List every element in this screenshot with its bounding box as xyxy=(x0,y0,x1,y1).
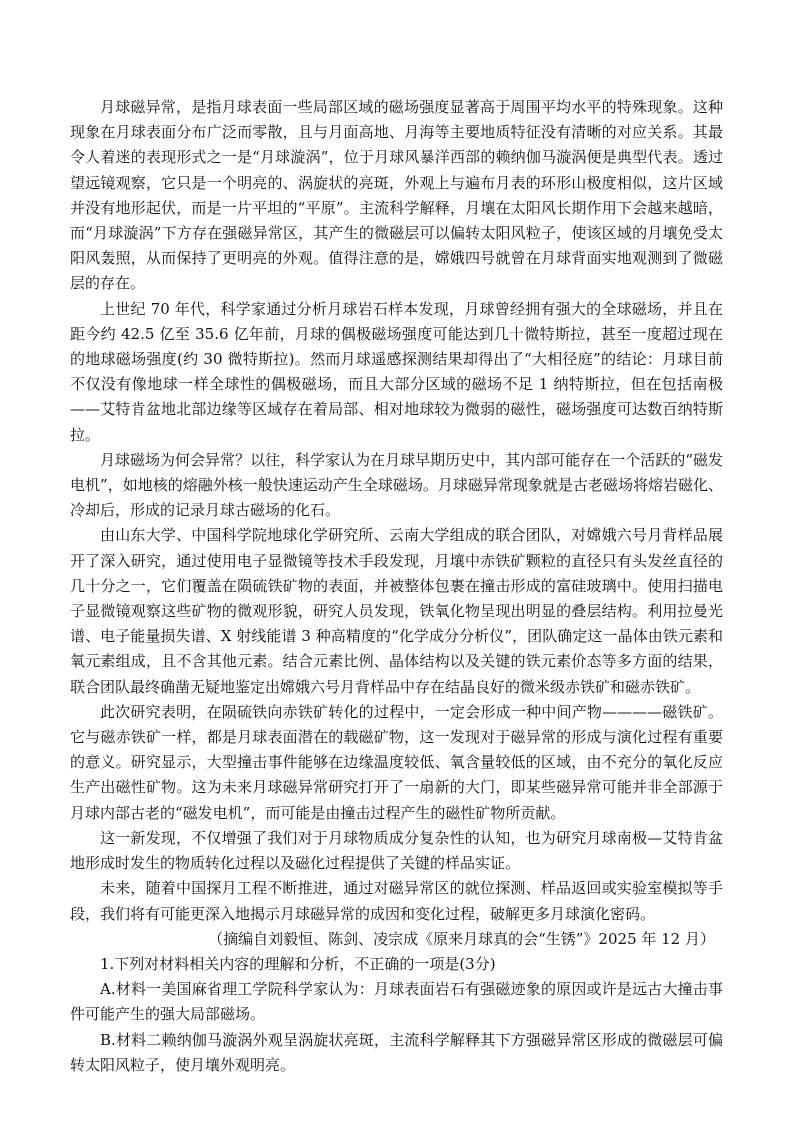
article-paragraph-3: 月球磁场为何会异常？以往，科学家认为在月球早期历史中，其内部可能存在一个活跃的“磁发电机”，如地核的熔融外核一般快速运动产生全球磁场。月球磁异常现象就是古老磁场将熔岩磁化、冷却后，形成的记录月球古磁场的化石。 xyxy=(70,450,723,520)
document-page xyxy=(70,95,723,1078)
article-paragraph-5: 此次研究表明，在陨硫铁向赤铁矿转化的过程中，一定会形成一种中间产物————磁铁矿。它与磁赤铁矿一样，都是月球表面潜在的载磁矿物，这一发现对于磁异常的形成与演化过程有重要的意义。研究显示，大型撞击事件能够在边缘温度较低、氧含量较低的区域，由不充分的氧化反应生产出磁性矿物。这为未来月球磁异常研究打开了一扇新的大门，即某些磁异常可能并非全部源于月球内部古老的“磁发电机”，而可能是由撞击过程产生的磁性矿物所贡献。 xyxy=(70,702,723,822)
article-paragraph-4: 由山东大学、中国科学院地球化学研究所、云南大学组成的联合团队，对嫦娥六号月背样品展开了深入研究，通过使用电子显微镜等技术手段发现，月壤中赤铁矿颗粒的直径只有头发丝直径的几十分之一，它们覆盖在陨硫铁矿物的表面，并被整体包裹在撞击形成的富硅玻璃中。使用扫描电子显微镜观察这些矿物的微观形貌，研究人员发现，铁氧化物呈现出明显的叠层结构。利用拉曼光谱、电子能量损失谱、X 射线能谱 3 种高精度的“化学成分分析仪”，团队确定这一晶体由铁元素和氧元素组成，且不含其他元素。结合元素比例、晶体结构以及关键的铁元素价态等多方面的结果，联合团队最终确凿无疑地鉴定出嫦娥六号月背样品中存在结晶良好的微米级赤铁矿和磁赤铁矿。 xyxy=(70,526,723,696)
question-option-a: A.材料一美国麻省理工学院科学家认为：月球表面岩石有强磁迹象的原因或许是远古大撞击事件可能产生的强大局部磁场。 xyxy=(70,980,723,1024)
article-paragraph-1: 月球磁异常，是指月球表面一些局部区域的磁场强度显著高于周围平均水平的特殊现象。这种现象在月球表面分布广泛而零散，且与月面高地、月海等主要地质特征没有清晰的对应关系。其最令人着迷的表现形式之一是“月球漩涡”，位于月球风暴洋西部的赖纳伽马漩涡便是典型代表。透过望远镜观察，它只是一个明亮的、涡旋状的亮斑，外观上与遍布月表的环形山极度相似，这片区域并没有地形起伏，而是一片平坦的“平原”。主流科学解释，月壤在太阳风长期作用下会越来越暗，而“月球漩涡”下方存在强磁异常区，其产生的微磁层可以偏转太阳风粒子，使该区域的月壤免受太阳风轰照，从而保持了更明亮的外观。值得注意的是，嫦娥四号就曾在月球背面实地观测到了微磁层的存在。 xyxy=(70,98,723,293)
question-stem: 1.下列对材料相关内容的理解和分析，不正确的一项是(3分) xyxy=(100,954,496,973)
article-paragraph-7: 未来，随着中国探月工程不断推进，通过对磁异常区的就位探测、样品返回或实验室模拟等手段，我们将有可能更深入地揭示月球磁异常的成因和变化过程，破解更多月球演化密码。 xyxy=(70,879,723,923)
article-source-citation: （摘编自刘毅恒、陈剑、凌宗成《原来月球真的会“生锈”》2025 年 12 月） xyxy=(208,929,715,948)
article-paragraph-6: 这一新发现，不仅增强了我们对于月球物质成分复杂性的认知，也为研究月球南极—艾特肯盆地形成时发生的物质转化过程以及磁化过程提供了关键的样品实证。 xyxy=(70,828,723,873)
article-paragraph-2: 上世纪 70 年代，科学家通过分析月球岩石样本发现，月球曾经拥有强大的全球磁场，并且在距今约 42.5 亿至 35.6 亿年前，月球的偶极磁场强度可能达到几十微特斯拉，甚至一度超过现在的地球磁场强度(约 30 微特斯拉)。然而月球遥感探测结果却得出了“大相径庭”的结论：月球目前不仅没有像地球一样全球性的偶极磁场，而且大部分区域的磁场不足 1 纳特斯拉，但在包括南极——艾特肯盆地北部边缘等区域存在着局部、相对地球较为微弱的磁性，磁场强度可达数百纳特斯拉。 xyxy=(70,299,723,444)
question-option-b: B.材料二赖纳伽马漩涡外观呈涡旋状亮斑，主流科学解释其下方强磁异常区形成的微磁层可偏转太阳风粒子，使月壤外观明亮。 xyxy=(70,1030,723,1074)
